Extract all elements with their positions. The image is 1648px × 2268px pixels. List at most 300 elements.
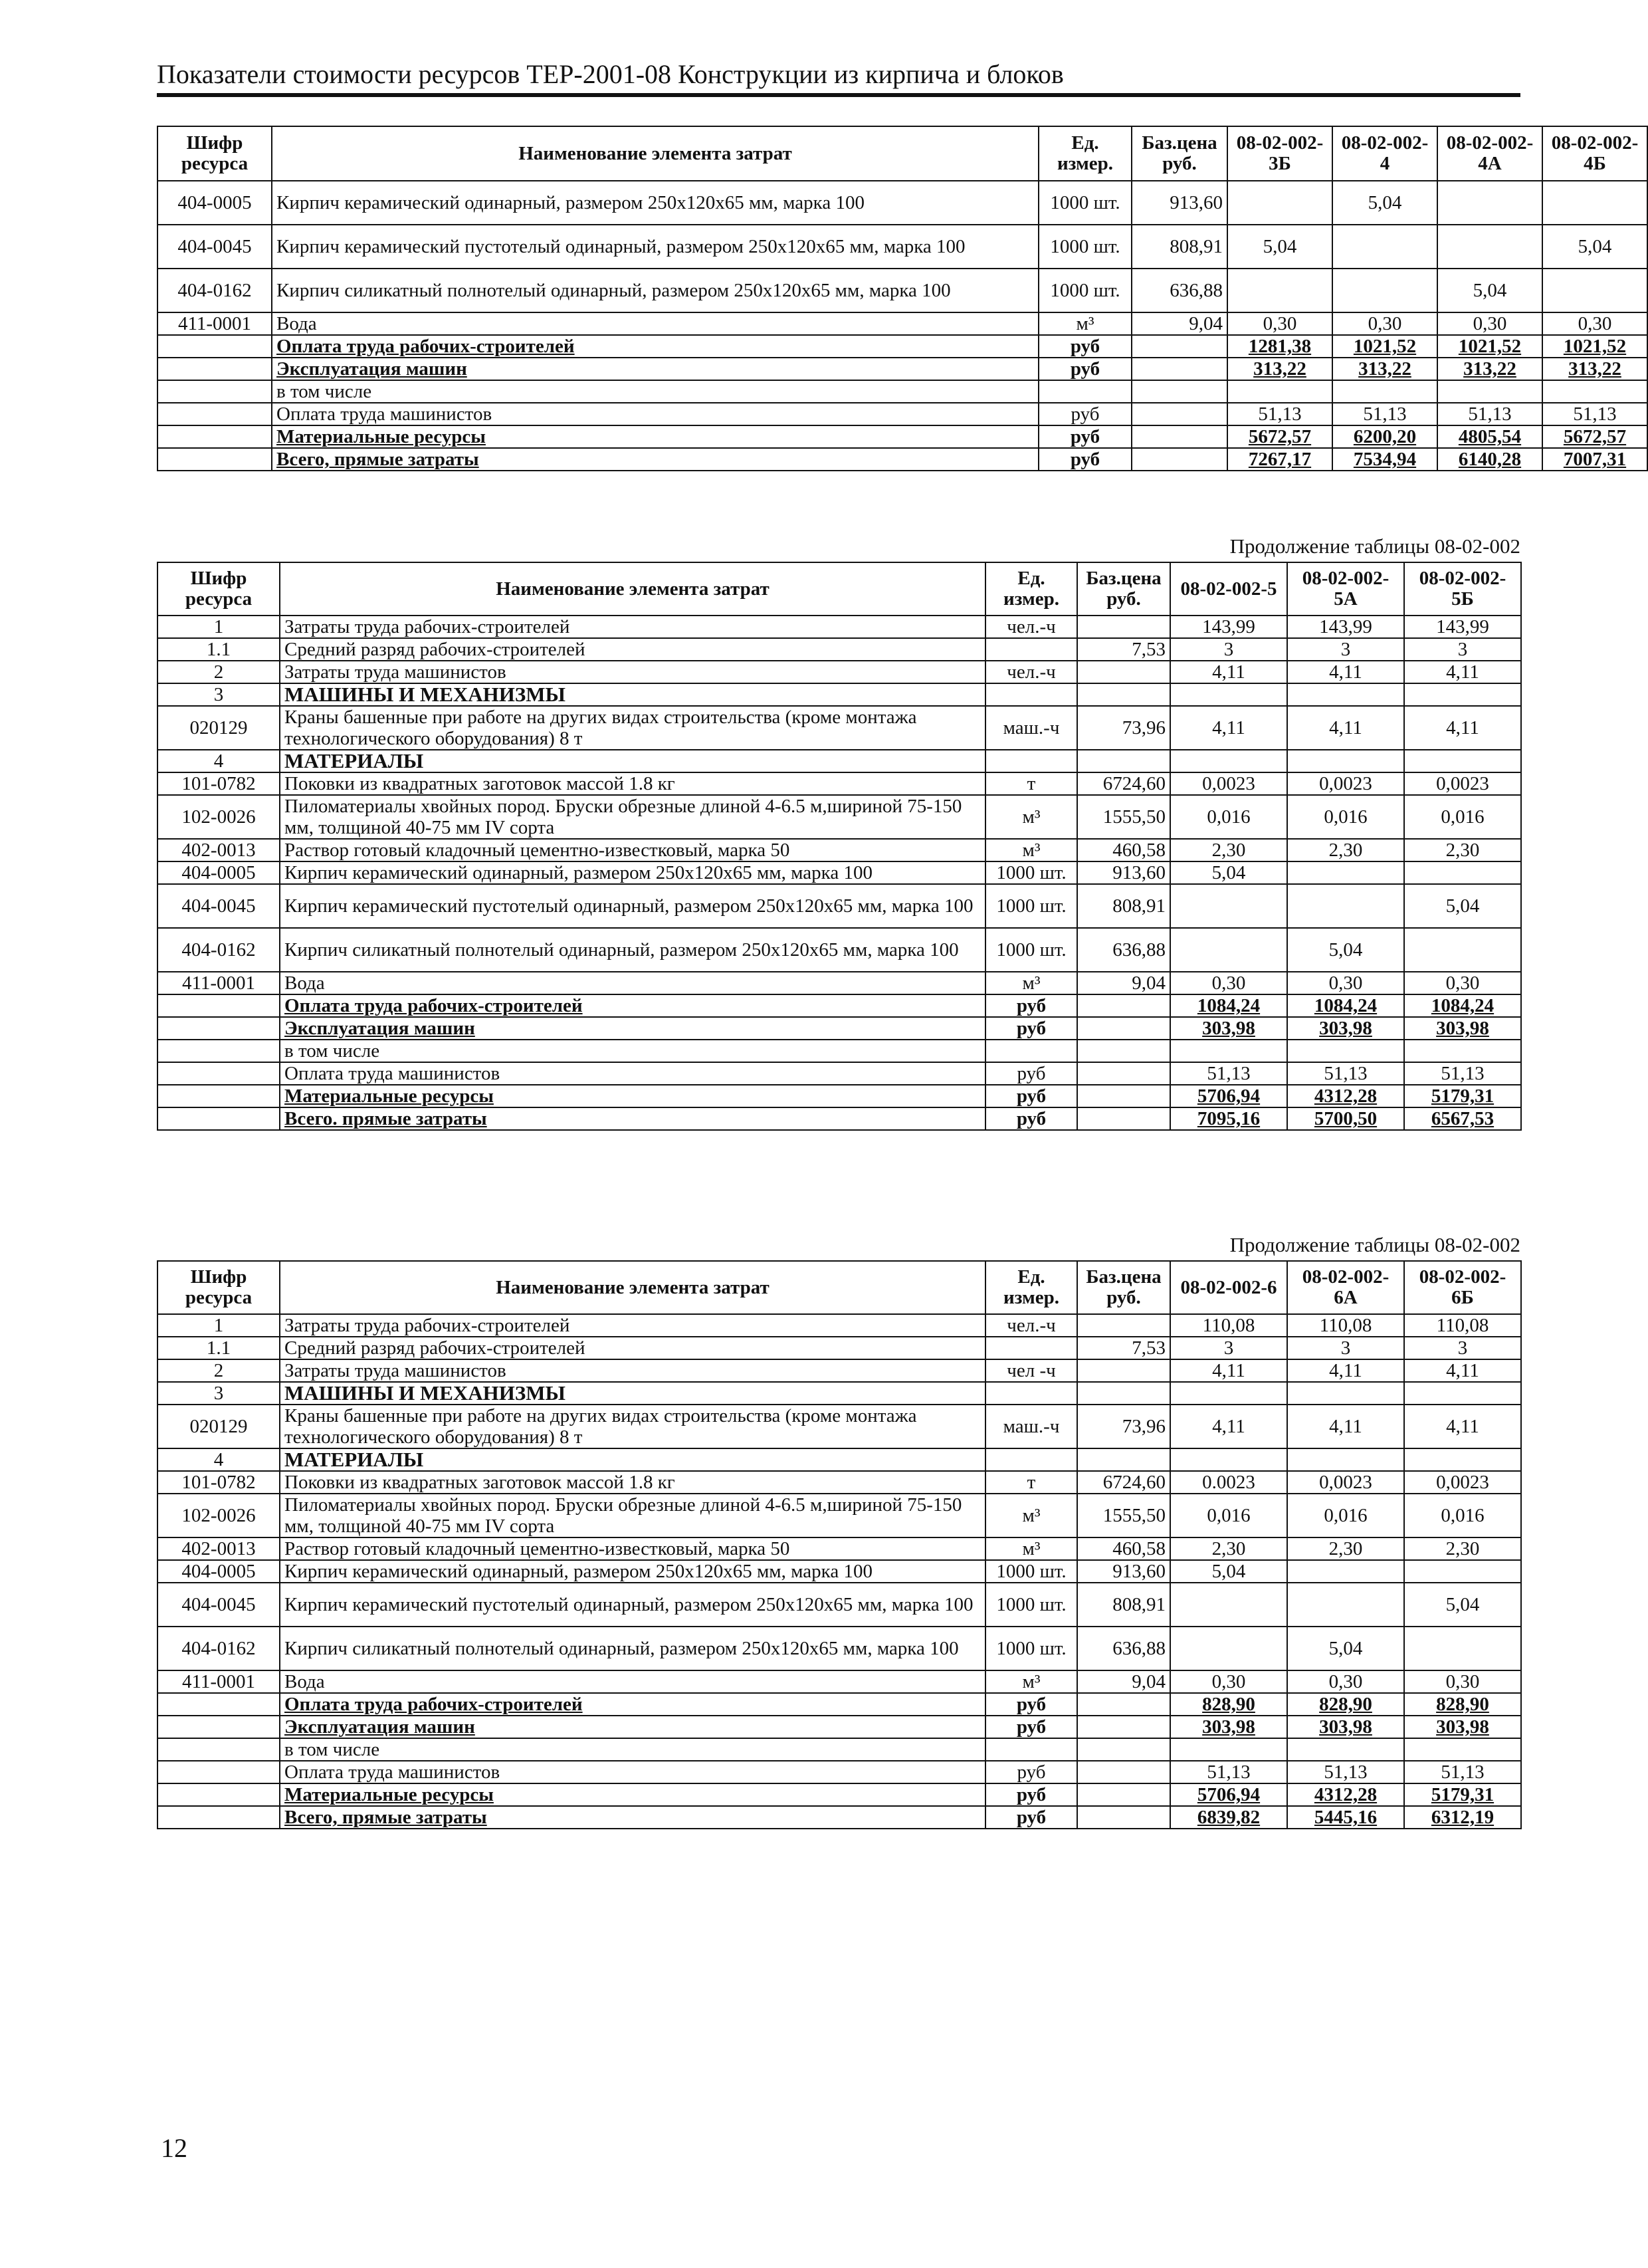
norm-value-cell: 0,016 [1170, 795, 1287, 839]
resource-table-2 [157, 562, 1522, 1131]
col-header-code: Шифр ресурса [157, 1261, 280, 1314]
table-row [157, 994, 1521, 1017]
col-header-norm: 08-02-002-6А [1287, 1261, 1404, 1314]
norm-value-cell: 0,30 [1287, 1670, 1404, 1693]
base-price-cell [1077, 1806, 1170, 1829]
norm-value-cell [1404, 1448, 1521, 1471]
resource-code-cell: 402-0013 [157, 1537, 280, 1560]
norm-value-cell: 7267,17 [1227, 448, 1332, 471]
norm-value-cell: 313,22 [1227, 358, 1332, 380]
unit-cell: м³ [985, 839, 1077, 861]
resource-code-cell [157, 1040, 280, 1062]
norm-value-cell [1404, 1627, 1521, 1670]
unit-cell [985, 1738, 1077, 1761]
unit-cell: руб [985, 1017, 1077, 1040]
base-price-cell [1077, 1017, 1170, 1040]
norm-value-cell: 4312,28 [1287, 1085, 1404, 1107]
col-header-norm: 08-02-002-3Б [1227, 126, 1332, 181]
norm-value-cell: 0,016 [1404, 1494, 1521, 1537]
table-row [157, 884, 1521, 928]
norm-value-cell [1542, 380, 1647, 403]
base-price-cell: 1555,50 [1077, 795, 1170, 839]
resource-code-cell [157, 448, 272, 471]
norm-value-cell: 5445,16 [1287, 1806, 1404, 1829]
cost-element-name-cell: Пиломатериалы хвойных пород. Бруски обрезные длиной 4-6.5 м,шириной 75-150 мм, толщиной 40-75 мм IV сорта [280, 1494, 985, 1537]
resource-code-cell: 411-0001 [157, 972, 280, 994]
unit-cell: чел -ч [985, 1359, 1077, 1382]
continuation-note: Продолжение таблицы 08-02-002 [1229, 534, 1520, 558]
resource-code-cell [157, 403, 272, 425]
norm-value-cell: 4,11 [1170, 1359, 1287, 1382]
table-header-row [157, 562, 1521, 616]
base-price-cell [1077, 1314, 1170, 1337]
norm-value-cell: 0,30 [1404, 1670, 1521, 1693]
table-row [157, 1537, 1521, 1560]
norm-value-cell: 1021,52 [1542, 335, 1647, 358]
base-price-cell: 636,88 [1077, 1627, 1170, 1670]
resource-code-cell [157, 1761, 280, 1783]
table-row [157, 225, 1647, 269]
norm-value-cell [1287, 683, 1404, 706]
unit-cell: руб [985, 1085, 1077, 1107]
header-rule [157, 93, 1520, 97]
table-row [157, 1783, 1521, 1806]
unit-cell: 1000 шт. [985, 884, 1077, 928]
norm-value-cell: 303,98 [1170, 1017, 1287, 1040]
unit-cell: руб [985, 1783, 1077, 1806]
norm-value-cell: 0,30 [1437, 312, 1542, 335]
norm-value-cell: 6200,20 [1332, 425, 1437, 448]
norm-value-cell: 110,08 [1287, 1314, 1404, 1337]
resource-code-cell: 102-0026 [157, 795, 280, 839]
table-header-row [157, 126, 1647, 181]
unit-cell: маш.-ч [985, 1405, 1077, 1448]
norm-value-cell: 51,13 [1170, 1062, 1287, 1085]
cost-element-name-cell: Материальные ресурсы [272, 425, 1039, 448]
base-price-cell: 808,91 [1077, 884, 1170, 928]
norm-value-cell [1287, 1382, 1404, 1405]
base-price-cell: 1555,50 [1077, 1494, 1170, 1537]
table-row [157, 1359, 1521, 1382]
cost-element-name-cell: Эксплуатация машин [280, 1716, 985, 1738]
norm-value-cell: 5,04 [1437, 269, 1542, 312]
norm-value-cell: 2,30 [1287, 839, 1404, 861]
norm-value-cell: 0,30 [1404, 972, 1521, 994]
unit-cell: чел.-ч [985, 1314, 1077, 1337]
norm-value-cell: 5,04 [1404, 1583, 1521, 1627]
norm-value-cell [1227, 181, 1332, 225]
table-row [157, 661, 1521, 683]
table-row [157, 1448, 1521, 1471]
norm-value-cell [1437, 225, 1542, 269]
base-price-cell [1077, 994, 1170, 1017]
cost-element-name-cell: в том числе [280, 1738, 985, 1761]
norm-value-cell [1287, 750, 1404, 772]
base-price-cell: 7,53 [1077, 638, 1170, 661]
cost-element-name-cell: Затраты труда машинистов [280, 1359, 985, 1382]
base-price-cell [1132, 358, 1227, 380]
table-row [157, 795, 1521, 839]
norm-value-cell: 4,11 [1287, 1405, 1404, 1448]
cost-element-name-cell: Раствор готовый кладочный цементно-известковый, марка 50 [280, 1537, 985, 1560]
base-price-cell: 913,60 [1077, 1560, 1170, 1583]
norm-value-cell [1170, 1738, 1287, 1761]
base-price-cell [1132, 403, 1227, 425]
col-header-name: Наименование элемента затрат [280, 562, 985, 616]
norm-value-cell: 51,13 [1227, 403, 1332, 425]
col-header-norm: 08-02-002-6Б [1404, 1261, 1521, 1314]
norm-value-cell: 313,22 [1542, 358, 1647, 380]
table-row [157, 1471, 1521, 1494]
resource-code-cell: 411-0001 [157, 1670, 280, 1693]
resource-code-cell [157, 1062, 280, 1085]
cost-element-name-cell: Оплата труда машинистов [280, 1761, 985, 1783]
cost-element-name-cell: Затраты труда машинистов [280, 661, 985, 683]
norm-value-cell: 143,99 [1170, 616, 1287, 638]
norm-value-cell: 0,016 [1170, 1494, 1287, 1537]
norm-value-cell [1287, 861, 1404, 884]
norm-value-cell: 51,13 [1170, 1761, 1287, 1783]
table-row [157, 772, 1521, 795]
resource-code-cell [157, 380, 272, 403]
norm-value-cell: 0,30 [1332, 312, 1437, 335]
norm-value-cell: 0.0023 [1170, 1471, 1287, 1494]
norm-value-cell: 6567,53 [1404, 1107, 1521, 1130]
norm-value-cell: 1281,38 [1227, 335, 1332, 358]
norm-value-cell: 828,90 [1287, 1693, 1404, 1716]
table-row [157, 1314, 1521, 1337]
norm-value-cell: 2,30 [1287, 1537, 1404, 1560]
table-row [157, 1040, 1521, 1062]
cost-element-name-cell: Оплата труда машинистов [272, 403, 1039, 425]
norm-value-cell: 303,98 [1170, 1716, 1287, 1738]
table-row [157, 750, 1521, 772]
resource-code-cell: 404-0162 [157, 928, 280, 972]
resource-code-cell: 404-0005 [157, 181, 272, 225]
resource-code-cell: 1 [157, 1314, 280, 1337]
norm-value-cell: 5706,94 [1170, 1085, 1287, 1107]
cost-element-name-cell: Всего, прямые затраты [272, 448, 1039, 471]
table-row [157, 403, 1647, 425]
base-price-cell [1077, 1107, 1170, 1130]
norm-value-cell: 3 [1404, 638, 1521, 661]
base-price-cell [1132, 380, 1227, 403]
base-price-cell: 808,91 [1132, 225, 1227, 269]
norm-value-cell: 51,13 [1287, 1761, 1404, 1783]
norm-value-cell [1542, 181, 1647, 225]
table-row [157, 380, 1647, 403]
norm-value-cell: 4,11 [1287, 1359, 1404, 1382]
base-price-cell: 913,60 [1077, 861, 1170, 884]
cost-element-name-cell: Всего, прямые затраты [280, 1806, 985, 1829]
norm-value-cell: 3 [1404, 1337, 1521, 1359]
resource-code-cell: 1.1 [157, 1337, 280, 1359]
norm-value-cell: 2,30 [1404, 1537, 1521, 1560]
unit-cell: м³ [985, 1494, 1077, 1537]
table-row [157, 335, 1647, 358]
norm-value-cell: 1021,52 [1332, 335, 1437, 358]
norm-value-cell [1404, 750, 1521, 772]
base-price-cell [1077, 1085, 1170, 1107]
base-price-cell [1077, 1359, 1170, 1382]
cost-element-name-cell: Кирпич силикатный полнотелый одинарный, размером 250х120х65 мм, марка 100 [280, 928, 985, 972]
table-row [157, 1107, 1521, 1130]
unit-cell [985, 1337, 1077, 1359]
norm-value-cell [1332, 225, 1437, 269]
cost-element-name-cell: Краны башенные при работе на других видах строительства (кроме монтажа технологического оборудования) 8 т [280, 706, 985, 750]
base-price-cell: 636,88 [1077, 928, 1170, 972]
cost-element-name-cell: Эксплуатация машин [272, 358, 1039, 380]
norm-value-cell: 0,016 [1287, 1494, 1404, 1537]
base-price-cell [1132, 335, 1227, 358]
norm-value-cell [1287, 1040, 1404, 1062]
base-price-cell: 9,04 [1077, 1670, 1170, 1693]
norm-value-cell: 1084,24 [1170, 994, 1287, 1017]
norm-value-cell: 4,11 [1404, 1405, 1521, 1448]
cost-element-name-cell: в том числе [280, 1040, 985, 1062]
norm-value-cell [1170, 928, 1287, 972]
unit-cell: 1000 шт. [985, 1583, 1077, 1627]
norm-value-cell [1170, 750, 1287, 772]
cost-element-name-cell: Средний разряд рабочих-строителей [280, 638, 985, 661]
norm-value-cell: 0,0023 [1404, 1471, 1521, 1494]
resource-code-cell [157, 1738, 280, 1761]
norm-value-cell: 7534,94 [1332, 448, 1437, 471]
resource-code-cell: 4 [157, 1448, 280, 1471]
norm-value-cell: 313,22 [1332, 358, 1437, 380]
norm-value-cell: 0,30 [1227, 312, 1332, 335]
unit-cell: 1000 шт. [985, 1560, 1077, 1583]
norm-value-cell: 0,0023 [1287, 1471, 1404, 1494]
unit-cell: 1000 шт. [985, 928, 1077, 972]
unit-cell: руб [1039, 403, 1132, 425]
norm-value-cell [1170, 683, 1287, 706]
unit-cell: 1000 шт. [1039, 181, 1132, 225]
base-price-cell: 9,04 [1132, 312, 1227, 335]
resource-code-cell: 404-0005 [157, 1560, 280, 1583]
table-row [157, 1761, 1521, 1783]
unit-cell: руб [985, 1716, 1077, 1738]
unit-cell: руб [1039, 358, 1132, 380]
col-header-name: Наименование элемента затрат [280, 1261, 985, 1314]
table-header-row [157, 1261, 1521, 1314]
resource-code-cell [157, 1017, 280, 1040]
resource-code-cell: 020129 [157, 1405, 280, 1448]
unit-cell [985, 1448, 1077, 1471]
resource-code-cell: 2 [157, 1359, 280, 1382]
norm-value-cell [1404, 1738, 1521, 1761]
resource-code-cell: 404-0045 [157, 225, 272, 269]
norm-value-cell [1404, 1040, 1521, 1062]
cost-element-name-cell: Кирпич силикатный полнотелый одинарный, размером 250х120х65 мм, марка 100 [280, 1627, 985, 1670]
unit-cell: руб [1039, 448, 1132, 471]
unit-cell: маш.-ч [985, 706, 1077, 750]
resource-code-cell: 404-0045 [157, 1583, 280, 1627]
norm-value-cell [1227, 380, 1332, 403]
col-header-unit: Ед. измер. [985, 562, 1077, 616]
norm-value-cell: 303,98 [1287, 1716, 1404, 1738]
norm-value-cell: 5,04 [1287, 1627, 1404, 1670]
table-row [157, 1494, 1521, 1537]
norm-value-cell: 0,30 [1170, 972, 1287, 994]
norm-value-cell: 51,13 [1404, 1062, 1521, 1085]
norm-value-cell: 1021,52 [1437, 335, 1542, 358]
base-price-cell: 73,96 [1077, 1405, 1170, 1448]
norm-value-cell [1437, 181, 1542, 225]
col-header-unit: Ед. измер. [985, 1261, 1077, 1314]
cost-element-name-cell: МАТЕРИАЛЫ [280, 750, 985, 772]
col-header-unit: Ед. измер. [1039, 126, 1132, 181]
norm-value-cell: 6839,82 [1170, 1806, 1287, 1829]
page-header: Показатели стоимости ресурсов ТЕР-2001-08 Конструкции из кирпича и блоков [157, 59, 1064, 89]
norm-value-cell: 4,11 [1170, 1405, 1287, 1448]
col-header-norm: 08-02-002-4А [1437, 126, 1542, 181]
unit-cell: руб [985, 1806, 1077, 1829]
norm-value-cell: 2,30 [1170, 839, 1287, 861]
base-price-cell: 636,88 [1132, 269, 1227, 312]
norm-value-cell [1404, 861, 1521, 884]
norm-value-cell: 5,04 [1542, 225, 1647, 269]
cost-element-name-cell: Кирпич керамический одинарный, размером 250х120х65 мм, марка 100 [280, 861, 985, 884]
resource-table-1 [157, 126, 1648, 471]
resource-code-cell: 101-0782 [157, 1471, 280, 1494]
norm-value-cell: 5,04 [1170, 861, 1287, 884]
base-price-cell [1077, 1448, 1170, 1471]
table-row [157, 683, 1521, 706]
base-price-cell [1077, 1693, 1170, 1716]
norm-value-cell [1170, 1448, 1287, 1471]
unit-cell: т [985, 1471, 1077, 1494]
norm-value-cell: 4,11 [1404, 1359, 1521, 1382]
resource-code-cell [157, 425, 272, 448]
col-header-norm: 08-02-002-4 [1332, 126, 1437, 181]
norm-value-cell: 0,30 [1542, 312, 1647, 335]
cost-element-name-cell: Эксплуатация машин [280, 1017, 985, 1040]
norm-value-cell: 1084,24 [1287, 994, 1404, 1017]
norm-value-cell: 5,04 [1170, 1560, 1287, 1583]
norm-value-cell: 51,13 [1542, 403, 1647, 425]
table-row [157, 616, 1521, 638]
base-price-cell: 9,04 [1077, 972, 1170, 994]
resource-code-cell: 102-0026 [157, 1494, 280, 1537]
unit-cell [985, 683, 1077, 706]
cost-element-name-cell: Затраты труда рабочих-строителей [280, 1314, 985, 1337]
unit-cell: руб [1039, 335, 1132, 358]
norm-value-cell: 0,0023 [1170, 772, 1287, 795]
norm-value-cell: 6312,19 [1404, 1806, 1521, 1829]
norm-value-cell: 4,11 [1287, 706, 1404, 750]
table-row [157, 1670, 1521, 1693]
norm-value-cell: 143,99 [1404, 616, 1521, 638]
norm-value-cell: 303,98 [1404, 1716, 1521, 1738]
norm-value-cell [1332, 269, 1437, 312]
base-price-cell: 808,91 [1077, 1583, 1170, 1627]
table-row [157, 1738, 1521, 1761]
unit-cell [985, 750, 1077, 772]
resource-code-cell: 404-0045 [157, 884, 280, 928]
unit-cell: т [985, 772, 1077, 795]
norm-value-cell: 51,13 [1404, 1761, 1521, 1783]
resource-code-cell [157, 1693, 280, 1716]
cost-element-name-cell: Кирпич керамический пустотелый одинарный, размером 250х120х65 мм, марка 100 [272, 225, 1039, 269]
norm-value-cell: 5179,31 [1404, 1085, 1521, 1107]
norm-value-cell: 4,11 [1287, 661, 1404, 683]
cost-element-name-cell: Краны башенные при работе на других видах строительства (кроме монтажа технологического оборудования) 8 т [280, 1405, 985, 1448]
base-price-cell [1132, 448, 1227, 471]
norm-value-cell: 5,04 [1332, 181, 1437, 225]
base-price-cell: 6724,60 [1077, 1471, 1170, 1494]
norm-value-cell: 0,016 [1287, 795, 1404, 839]
norm-value-cell: 4,11 [1170, 706, 1287, 750]
cost-element-name-cell: МАТЕРИАЛЫ [280, 1448, 985, 1471]
norm-value-cell: 4,11 [1404, 706, 1521, 750]
norm-value-cell: 0,0023 [1287, 772, 1404, 795]
table-row [157, 1382, 1521, 1405]
table-row [157, 1583, 1521, 1627]
table-row [157, 1337, 1521, 1359]
col-header-norm: 08-02-002-4Б [1542, 126, 1647, 181]
norm-value-cell: 0,016 [1404, 795, 1521, 839]
resource-code-cell: 1.1 [157, 638, 280, 661]
cost-element-name-cell: Оплата труда рабочих-строителей [280, 1693, 985, 1716]
col-header-norm: 08-02-002-5А [1287, 562, 1404, 616]
unit-cell: чел.-ч [985, 616, 1077, 638]
table-row [157, 638, 1521, 661]
cost-element-name-cell: Вода [272, 312, 1039, 335]
norm-value-cell [1170, 1382, 1287, 1405]
cost-element-name-cell: Средний разряд рабочих-строителей [280, 1337, 985, 1359]
norm-value-cell [1170, 1040, 1287, 1062]
base-price-cell [1077, 1382, 1170, 1405]
table-row [157, 1716, 1521, 1738]
cost-element-name-cell: МАШИНЫ И МЕХАНИЗМЫ [280, 1382, 985, 1405]
col-header-code: Шифр ресурса [157, 126, 272, 181]
table-row [157, 928, 1521, 972]
norm-value-cell: 3 [1287, 638, 1404, 661]
base-price-cell: 6724,60 [1077, 772, 1170, 795]
unit-cell: руб [985, 1761, 1077, 1783]
resource-code-cell [157, 1783, 280, 1806]
norm-value-cell: 828,90 [1170, 1693, 1287, 1716]
resource-code-cell [157, 335, 272, 358]
cost-element-name-cell: Оплата труда рабочих-строителей [272, 335, 1039, 358]
table-row [157, 181, 1647, 225]
resource-code-cell [157, 1716, 280, 1738]
resource-code-cell: 4 [157, 750, 280, 772]
unit-cell: м³ [985, 972, 1077, 994]
table-row [157, 839, 1521, 861]
col-header-norm: 08-02-002-5 [1170, 562, 1287, 616]
norm-value-cell: 110,08 [1404, 1314, 1521, 1337]
norm-value-cell [1437, 380, 1542, 403]
base-price-cell [1077, 616, 1170, 638]
unit-cell: руб [985, 994, 1077, 1017]
resource-code-cell [157, 1806, 280, 1829]
cost-element-name-cell: Кирпич керамический пустотелый одинарный, размером 250х120х65 мм, марка 100 [280, 884, 985, 928]
norm-value-cell [1227, 269, 1332, 312]
col-header-name: Наименование элемента затрат [272, 126, 1039, 181]
base-price-cell [1077, 1716, 1170, 1738]
norm-value-cell [1404, 683, 1521, 706]
resource-code-cell: 2 [157, 661, 280, 683]
norm-value-cell [1404, 1382, 1521, 1405]
unit-cell [1039, 380, 1132, 403]
unit-cell: 1000 шт. [1039, 269, 1132, 312]
base-price-cell [1077, 1040, 1170, 1062]
base-price-cell: 460,58 [1077, 839, 1170, 861]
norm-value-cell: 5700,50 [1287, 1107, 1404, 1130]
table-row [157, 1560, 1521, 1583]
